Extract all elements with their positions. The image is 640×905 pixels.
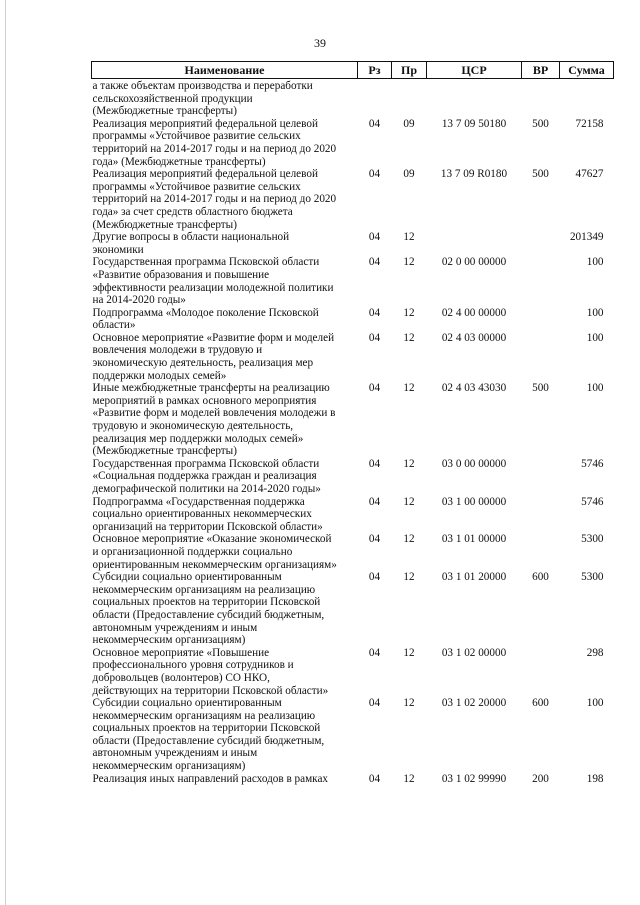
cell-rz: 04: [368, 331, 381, 344]
cell-pr: 12: [403, 256, 415, 269]
cell-sum: 5746: [581, 495, 604, 508]
cell-vr: [522, 647, 560, 697]
cell-sum: 47627: [575, 168, 604, 181]
table-row: [92, 307, 614, 332]
table-row: [92, 256, 614, 306]
cell-vr: 600: [532, 571, 549, 584]
cell-name: Государственная программа Псковской области «Развитие образования и повышение эффективности реализации молодежной политики на 2014-2020 годы»: [92, 256, 334, 307]
header-name: Наименование: [92, 62, 358, 79]
table-body: [92, 79, 614, 786]
cell-pr: 12: [403, 571, 415, 584]
cell-rz: 04: [368, 168, 381, 181]
cell-rz: 04: [368, 231, 381, 244]
cell-name: Основное мероприятие «Оказание экономической и организационной поддержки социально ориентированным некоммерческим организациям»: [92, 533, 337, 571]
cell-vr: [522, 458, 560, 496]
cell-sum: 100: [586, 697, 604, 710]
cell-vr: [522, 256, 560, 306]
table-row: [92, 382, 614, 458]
cell-csr: 03 1 02 20000: [441, 697, 507, 710]
cell-rz: 04: [368, 306, 381, 319]
cell-vr: [522, 496, 560, 534]
cell-name: Субсидии социально ориентированным некоммерческим организациям на реализацию социальных проектов на территории Псковской области (Предоставление субсидий бюджетным, автономным учреждениям и иным некоммерческим организациям): [92, 697, 325, 773]
cell-name: Подпрограмма «Государственная поддержка социально ориентированных некоммерческих организаций на территории Псковской области»: [92, 495, 323, 533]
cell-sum: 100: [586, 382, 604, 395]
header-csr: ЦСР: [427, 62, 522, 79]
cell-pr: 12: [403, 331, 415, 344]
cell-rz: 04: [368, 571, 381, 584]
cell-pr: 12: [403, 306, 415, 319]
cell-sum: 201349: [569, 231, 604, 244]
table-row: [92, 647, 614, 697]
cell-vr: [522, 231, 560, 256]
cell-pr: 12: [403, 231, 415, 244]
cell-rz: 04: [368, 772, 381, 785]
cell-sum: 100: [586, 256, 604, 269]
header-vr: ВР: [522, 62, 560, 79]
cell-pr: 12: [403, 382, 415, 395]
cell-rz: 04: [368, 117, 381, 130]
cell-rz: 04: [368, 533, 381, 546]
cell-sum: 100: [586, 331, 604, 344]
cell-sum: 72158: [575, 117, 604, 130]
cell-vr: 500: [532, 168, 549, 181]
table-row: [92, 571, 614, 647]
cell-rz: 04: [368, 646, 381, 659]
cell-csr: 03 1 00 00000: [441, 495, 507, 508]
cell-sum: 198: [586, 772, 604, 785]
table-row: [92, 168, 614, 231]
header-sum: Сумма: [560, 62, 614, 79]
cell-name: Субсидии социально ориентированным некоммерческим организациям на реализацию социальных проектов на территории Псковской области (Предоставление субсидий бюджетным, автономным учреждениям и иным некоммерческим организациям): [92, 571, 325, 647]
page-number: 39: [314, 36, 326, 50]
table-row: [92, 79, 614, 118]
cell-name: Основное мероприятие «Повышение профессионального уровня сотрудников и добровольцев (волонтеров) СО НКО, действующих на территории Псковской области»: [92, 646, 329, 697]
cell-vr: 500: [532, 382, 549, 395]
cell-name: Реализация иных направлений расходов в рамках: [92, 772, 329, 785]
table-row: [92, 332, 614, 382]
cell-vr: 500: [532, 117, 549, 130]
cell-pr: [392, 79, 427, 118]
cell-csr: 03 1 02 00000: [441, 646, 507, 659]
cell-sum: 298: [586, 646, 604, 659]
cell-rz: 04: [368, 457, 381, 470]
table-row: [92, 458, 614, 496]
cell-csr: [427, 79, 522, 118]
table-row: [92, 496, 614, 534]
table-row: [92, 118, 614, 168]
cell-name: а также объектам производства и переработки сельскохозяйственной продукции (Межбюджетные трансферты): [92, 80, 313, 118]
cell-pr: 12: [403, 772, 415, 785]
cell-rz: 04: [368, 495, 381, 508]
cell-sum: 5300: [581, 571, 604, 584]
cell-csr: 02 0 00 00000: [441, 256, 507, 269]
cell-vr: 200: [532, 772, 549, 785]
cell-rz: 04: [368, 697, 381, 710]
cell-name: Государственная программа Псковской области «Социальная поддержка граждан и реализация демографической политики на 2014-2020 годы»: [92, 457, 321, 495]
cell-vr: [522, 533, 560, 571]
cell-vr: [522, 79, 560, 118]
cell-csr: 13 7 09 R0180: [440, 168, 508, 181]
cell-csr: 02 4 03 43030: [441, 382, 507, 395]
cell-pr: 09: [403, 168, 415, 181]
table-row: [92, 533, 614, 571]
cell-name: Другие вопросы в области национальной экономики: [92, 231, 290, 256]
cell-name: Иные межбюджетные трансферты на реализацию мероприятий в рамках основного мероприятия «Развитие форм и моделей вовлечения молодежи в трудовую и экономическую деятельность, реализация мер поддержки молодых семей» (Межбюджетные трансферты): [92, 382, 336, 458]
cell-pr: 09: [403, 117, 415, 130]
table-row: [92, 773, 614, 786]
cell-name: Реализация мероприятий федеральной целевой программы «Устойчивое развитие сельских территорий на 2014-2017 годы и на период до 2020 года» за счет средств областного бюджета (Межбюджетные трансферты): [92, 168, 337, 231]
table-row: [92, 231, 614, 256]
cell-pr: 12: [403, 495, 415, 508]
budget-table: [91, 61, 614, 785]
cell-pr: 12: [403, 697, 415, 710]
cell-sum: 100: [586, 306, 604, 319]
cell-rz: 04: [368, 382, 381, 395]
cell-csr: 02 4 00 00000: [441, 306, 507, 319]
table-row: [92, 697, 614, 773]
cell-csr: 03 1 01 00000: [441, 533, 507, 546]
cell-rz: [358, 79, 392, 118]
cell-csr: 13 7 09 50180: [441, 117, 507, 130]
cell-csr: 02 4 03 00000: [441, 331, 507, 344]
cell-name: Подпрограмма «Молодое поколение Псковской области»: [92, 306, 319, 332]
table-header: [92, 62, 614, 79]
cell-name: Реализация мероприятий федеральной целевой программы «Устойчивое развитие сельских территорий на 2014-2017 годы и на период до 2020 года» (Межбюджетные трансферты): [92, 117, 337, 168]
cell-vr: [522, 332, 560, 382]
cell-csr: 03 1 01 20000: [441, 571, 507, 584]
cell-rz: 04: [368, 256, 381, 269]
cell-sum: 5746: [581, 457, 604, 470]
cell-pr: 12: [403, 533, 415, 546]
cell-pr: 12: [403, 646, 415, 659]
header-rz: Рз: [358, 62, 392, 79]
scan-edge-line: [5, 0, 6, 905]
cell-sum: 5300: [581, 533, 604, 546]
cell-csr: [427, 231, 522, 256]
cell-csr: 03 1 02 99990: [441, 772, 507, 785]
cell-vr: [522, 307, 560, 332]
header-pr: Пр: [392, 62, 427, 79]
cell-vr: 600: [532, 697, 549, 710]
cell-pr: 12: [403, 457, 415, 470]
cell-name: Основное мероприятие «Развитие форм и моделей вовлечения молодежи в трудовую и экономическую деятельность, реализация мер поддержки молодых семей»: [92, 331, 335, 382]
cell-sum: [560, 79, 614, 118]
cell-csr: 03 0 00 00000: [441, 457, 507, 470]
